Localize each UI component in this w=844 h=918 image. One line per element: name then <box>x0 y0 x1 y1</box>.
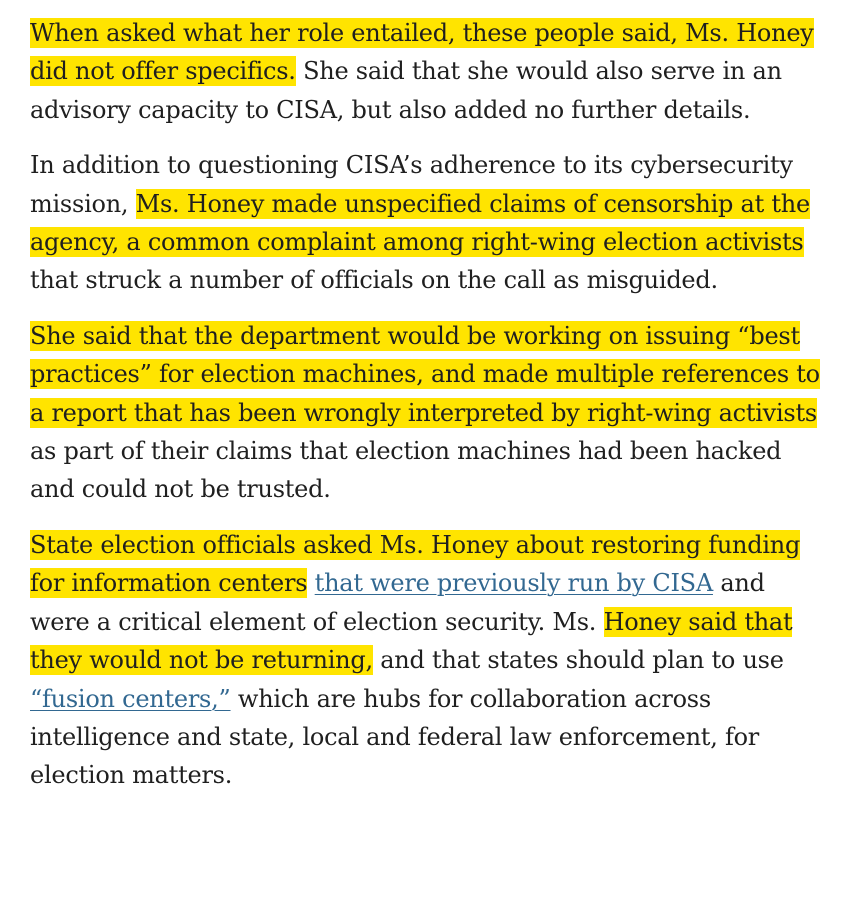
article-body <box>30 14 830 812</box>
highlighted-text: Honey said that they would not be returning, <box>30 607 793 675</box>
body-text: and were a critical element of election security. Ms. <box>30 569 765 636</box>
body-text <box>307 569 314 597</box>
highlighted-text: She said that the department would be working on issuing “best practices” for election machines, and made multiple references to a report that has been wrongly interpreted by right-wing activists <box>30 321 820 427</box>
link-information-centers[interactable]: that were previously run by CISA <box>314 569 713 598</box>
body-text: She said that she would also serve in an advisory capacity to CISA, but also added no further details. <box>30 57 782 124</box>
body-text: and that states should plan to use <box>372 646 784 675</box>
body-text: that struck a number of officials on the call as misguided. <box>30 266 718 295</box>
paragraph-3 <box>30 317 830 509</box>
highlighted-text: State election officials asked Ms. Honey about restoring funding for information centers <box>30 530 801 598</box>
highlighted-text: Ms. Honey made unspecified claims of censorship at the agency, a common complaint among right-wing election activists <box>30 189 810 257</box>
paragraph-4 <box>30 526 830 795</box>
paragraph-1 <box>30 14 830 129</box>
body-text: which are hubs for collaboration across intelligence and state, local and federal law enforcement, for election matters. <box>30 684 760 790</box>
body-text: as part of their claims that election machines had been hacked and could not be trusted. <box>30 437 782 504</box>
body-text: In addition to questioning CISA’s adherence to its cybersecurity mission, <box>30 151 793 218</box>
highlighted-text: When asked what her role entailed, these people said, Ms. Honey did not offer specifics. <box>30 19 814 86</box>
paragraph-2 <box>30 146 830 300</box>
link-fusion-centers[interactable]: “fusion centers,” <box>30 684 231 713</box>
